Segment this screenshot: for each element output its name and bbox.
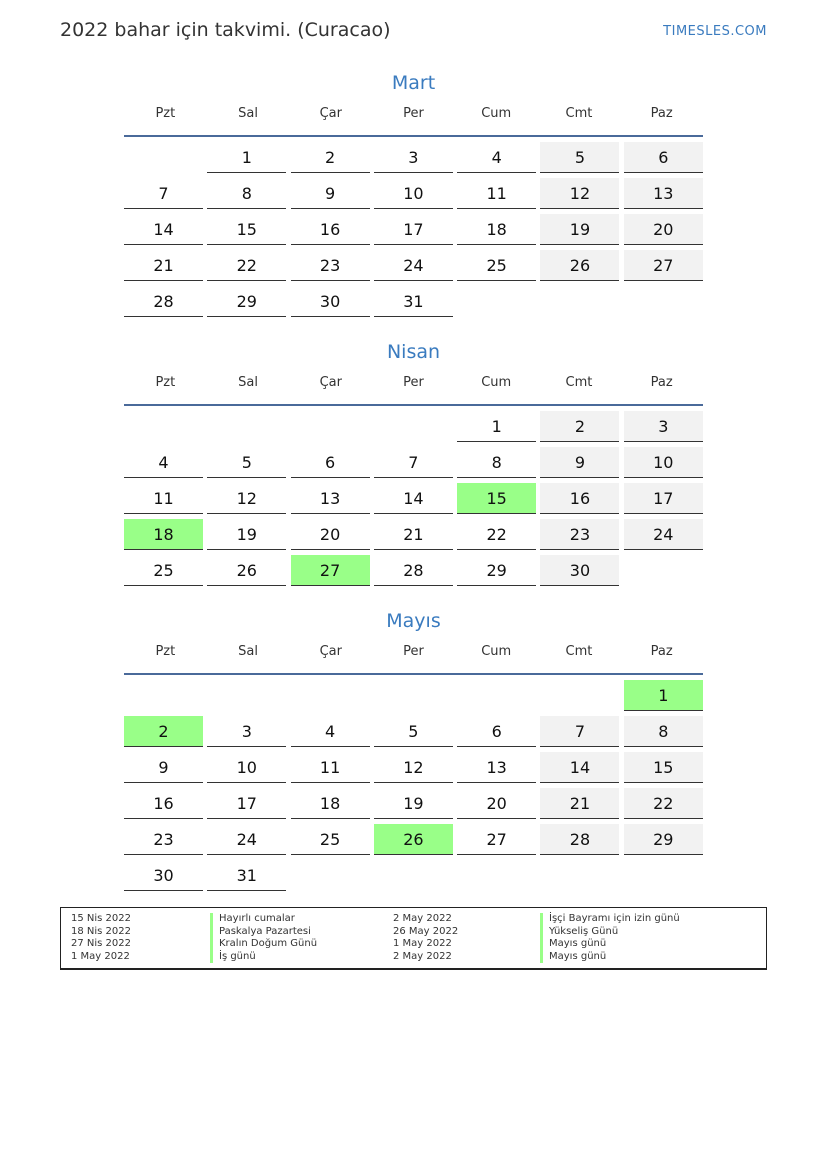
day-cell: 25	[457, 250, 536, 281]
day-cell: 13	[291, 483, 370, 514]
day-cell: 6	[291, 447, 370, 478]
week-row	[124, 680, 703, 716]
day-cell: 14	[124, 214, 203, 245]
empty-day-cell	[457, 680, 536, 711]
empty-day-cell	[624, 555, 703, 586]
weekend-day-cell: 9	[540, 447, 619, 478]
week-row	[124, 716, 703, 752]
weekend-day-cell: 7	[540, 716, 619, 747]
day-cell: 23	[124, 824, 203, 855]
day-cell: 7	[124, 178, 203, 209]
empty-day-cell	[207, 411, 286, 442]
week-row	[124, 788, 703, 824]
weekend-day-cell: 20	[624, 214, 703, 245]
day-cell: 7	[374, 447, 453, 478]
week-row	[124, 214, 703, 250]
weekday-label: Pzt	[155, 375, 176, 390]
day-cell: 3	[207, 716, 286, 747]
day-cell: 4	[124, 447, 203, 478]
weekday-label: Çar	[319, 106, 342, 121]
holiday-day-cell: 27	[291, 555, 370, 586]
empty-day-cell	[291, 680, 370, 711]
weekday-label: Çar	[319, 644, 342, 659]
legend-holiday-name: İş günü	[210, 951, 317, 964]
empty-day-cell	[624, 860, 703, 891]
legend-holiday-name: Mayıs günü	[540, 938, 680, 951]
legend-holiday-name: Yükseliş Günü	[540, 926, 680, 939]
weekend-day-cell: 26	[540, 250, 619, 281]
day-cell: 3	[374, 142, 453, 173]
empty-day-cell	[540, 680, 619, 711]
day-cell: 20	[457, 788, 536, 819]
day-cell: 2	[291, 142, 370, 173]
day-cell: 31	[207, 860, 286, 891]
day-cell: 20	[291, 519, 370, 550]
week-grid	[124, 142, 703, 322]
weekday-label: Cmt	[565, 375, 593, 390]
day-cell: 18	[457, 214, 536, 245]
day-cell: 21	[124, 250, 203, 281]
legend-right-names	[540, 913, 680, 963]
day-cell: 11	[457, 178, 536, 209]
day-cell: 11	[124, 483, 203, 514]
weekend-day-cell: 15	[624, 752, 703, 783]
week-row	[124, 752, 703, 788]
holiday-legend	[60, 907, 767, 970]
empty-day-cell	[124, 680, 203, 711]
weekend-day-cell: 28	[540, 824, 619, 855]
week-row	[124, 824, 703, 860]
day-cell: 22	[457, 519, 536, 550]
weekend-day-cell: 17	[624, 483, 703, 514]
empty-day-cell	[457, 286, 536, 317]
day-cell: 11	[291, 752, 370, 783]
day-cell: 8	[457, 447, 536, 478]
legend-holiday-name: Hayırlı cumalar	[210, 913, 317, 926]
day-cell: 10	[207, 752, 286, 783]
month-title: Mayıs	[386, 610, 441, 632]
empty-day-cell	[291, 411, 370, 442]
day-cell: 31	[374, 286, 453, 317]
day-cell: 28	[374, 555, 453, 586]
day-cell: 24	[207, 824, 286, 855]
weekday-label: Per	[403, 644, 424, 659]
day-cell: 16	[124, 788, 203, 819]
weekend-day-cell: 27	[624, 250, 703, 281]
empty-day-cell	[291, 860, 370, 891]
week-row	[124, 519, 703, 555]
day-cell: 30	[291, 286, 370, 317]
weekend-day-cell: 6	[624, 142, 703, 173]
weekend-day-cell: 14	[540, 752, 619, 783]
empty-day-cell	[374, 680, 453, 711]
legend-holiday-name: Paskalya Pazartesi	[210, 926, 317, 939]
legend-holiday-name: Kralın Doğum Günü	[210, 938, 317, 951]
legend-left-dates	[71, 913, 131, 963]
month-nisan	[124, 338, 703, 591]
weekend-day-cell: 24	[624, 519, 703, 550]
week-row	[124, 178, 703, 214]
week-row	[124, 286, 703, 322]
legend-holiday-date: 1 May 2022	[71, 950, 130, 962]
weekend-day-cell: 5	[540, 142, 619, 173]
legend-holiday-date: 18 Nis 2022	[71, 925, 131, 937]
legend-holiday-date: 2 May 2022	[393, 950, 452, 962]
weekday-label: Cum	[481, 375, 512, 390]
day-cell: 26	[207, 555, 286, 586]
weekend-day-cell: 19	[540, 214, 619, 245]
day-cell: 1	[457, 411, 536, 442]
weekday-label: Pzt	[155, 644, 176, 659]
day-cell: 27	[457, 824, 536, 855]
day-cell: 8	[207, 178, 286, 209]
weekday-label: Sal	[238, 375, 258, 390]
day-cell: 12	[207, 483, 286, 514]
weekend-day-cell: 16	[540, 483, 619, 514]
day-cell: 12	[374, 752, 453, 783]
legend-right-dates	[393, 913, 458, 963]
week-grid	[124, 680, 703, 896]
week-row	[124, 411, 703, 447]
day-cell: 25	[291, 824, 370, 855]
weekday-header	[124, 97, 703, 137]
weekday-label: Cum	[481, 644, 512, 659]
site-link[interactable]: TIMESLES.COM	[663, 24, 767, 39]
weekend-day-cell: 30	[540, 555, 619, 586]
day-cell: 19	[207, 519, 286, 550]
week-row	[124, 860, 703, 896]
day-cell: 17	[207, 788, 286, 819]
legend-holiday-name: Mayıs günü	[540, 951, 680, 964]
weekday-label: Cum	[481, 106, 512, 121]
weekend-day-cell: 3	[624, 411, 703, 442]
page-title: 2022 bahar için takvimi. (Curacao)	[60, 19, 391, 41]
weekday-label: Paz	[650, 106, 673, 121]
day-cell: 17	[374, 214, 453, 245]
day-cell: 21	[374, 519, 453, 550]
empty-day-cell	[624, 286, 703, 317]
weekday-label: Per	[403, 106, 424, 121]
weekday-label: Per	[403, 375, 424, 390]
weekend-day-cell: 21	[540, 788, 619, 819]
empty-day-cell	[124, 142, 203, 173]
empty-day-cell	[207, 680, 286, 711]
weekday-label: Sal	[238, 106, 258, 121]
holiday-day-cell: 18	[124, 519, 203, 550]
day-cell: 30	[124, 860, 203, 891]
day-cell: 1	[207, 142, 286, 173]
day-cell: 24	[374, 250, 453, 281]
weekday-label: Cmt	[565, 644, 593, 659]
day-cell: 6	[457, 716, 536, 747]
weekend-day-cell: 12	[540, 178, 619, 209]
empty-day-cell	[540, 860, 619, 891]
day-cell: 5	[374, 716, 453, 747]
weekday-label: Paz	[650, 644, 673, 659]
day-cell: 4	[291, 716, 370, 747]
week-row	[124, 555, 703, 591]
weekend-day-cell: 10	[624, 447, 703, 478]
weekday-label: Paz	[650, 375, 673, 390]
week-row	[124, 142, 703, 178]
legend-holiday-date: 27 Nis 2022	[71, 938, 131, 950]
day-cell: 13	[457, 752, 536, 783]
empty-day-cell	[374, 860, 453, 891]
empty-day-cell	[540, 286, 619, 317]
holiday-day-cell: 1	[624, 680, 703, 711]
weekend-day-cell: 22	[624, 788, 703, 819]
weekday-header	[124, 366, 703, 406]
weekend-day-cell: 13	[624, 178, 703, 209]
weekday-header	[124, 635, 703, 675]
empty-day-cell	[124, 411, 203, 442]
week-row	[124, 250, 703, 286]
legend-left-names	[210, 913, 317, 963]
day-cell: 9	[291, 178, 370, 209]
day-cell: 29	[207, 286, 286, 317]
day-cell: 18	[291, 788, 370, 819]
month-mart	[124, 69, 703, 322]
day-cell: 29	[457, 555, 536, 586]
empty-day-cell	[457, 860, 536, 891]
day-cell: 5	[207, 447, 286, 478]
day-cell: 19	[374, 788, 453, 819]
day-cell: 22	[207, 250, 286, 281]
day-cell: 14	[374, 483, 453, 514]
day-cell: 15	[207, 214, 286, 245]
holiday-day-cell: 15	[457, 483, 536, 514]
holiday-day-cell: 26	[374, 824, 453, 855]
week-grid	[124, 411, 703, 591]
weekend-day-cell: 23	[540, 519, 619, 550]
month-mayis	[124, 607, 703, 896]
weekday-label: Cmt	[565, 106, 593, 121]
day-cell: 4	[457, 142, 536, 173]
day-cell: 16	[291, 214, 370, 245]
day-cell: 23	[291, 250, 370, 281]
weekday-label: Çar	[319, 375, 342, 390]
legend-holiday-name: İşçi Bayramı için izin günü	[540, 913, 680, 926]
day-cell: 10	[374, 178, 453, 209]
legend-holiday-date: 2 May 2022	[393, 913, 452, 924]
weekday-label: Pzt	[155, 106, 176, 121]
weekend-day-cell: 8	[624, 716, 703, 747]
weekday-label: Sal	[238, 644, 258, 659]
month-title: Nisan	[386, 341, 441, 363]
legend-holiday-date: 26 May 2022	[393, 925, 459, 937]
month-title: Mart	[391, 72, 436, 94]
weekend-day-cell: 29	[624, 824, 703, 855]
legend-holiday-date: 1 May 2022	[393, 938, 452, 950]
week-row	[124, 447, 703, 483]
holiday-day-cell: 2	[124, 716, 203, 747]
day-cell: 25	[124, 555, 203, 586]
weekend-day-cell: 2	[540, 411, 619, 442]
legend-holiday-date: 15 Nis 2022	[71, 913, 131, 924]
empty-day-cell	[374, 411, 453, 442]
week-row	[124, 483, 703, 519]
day-cell: 9	[124, 752, 203, 783]
day-cell: 28	[124, 286, 203, 317]
